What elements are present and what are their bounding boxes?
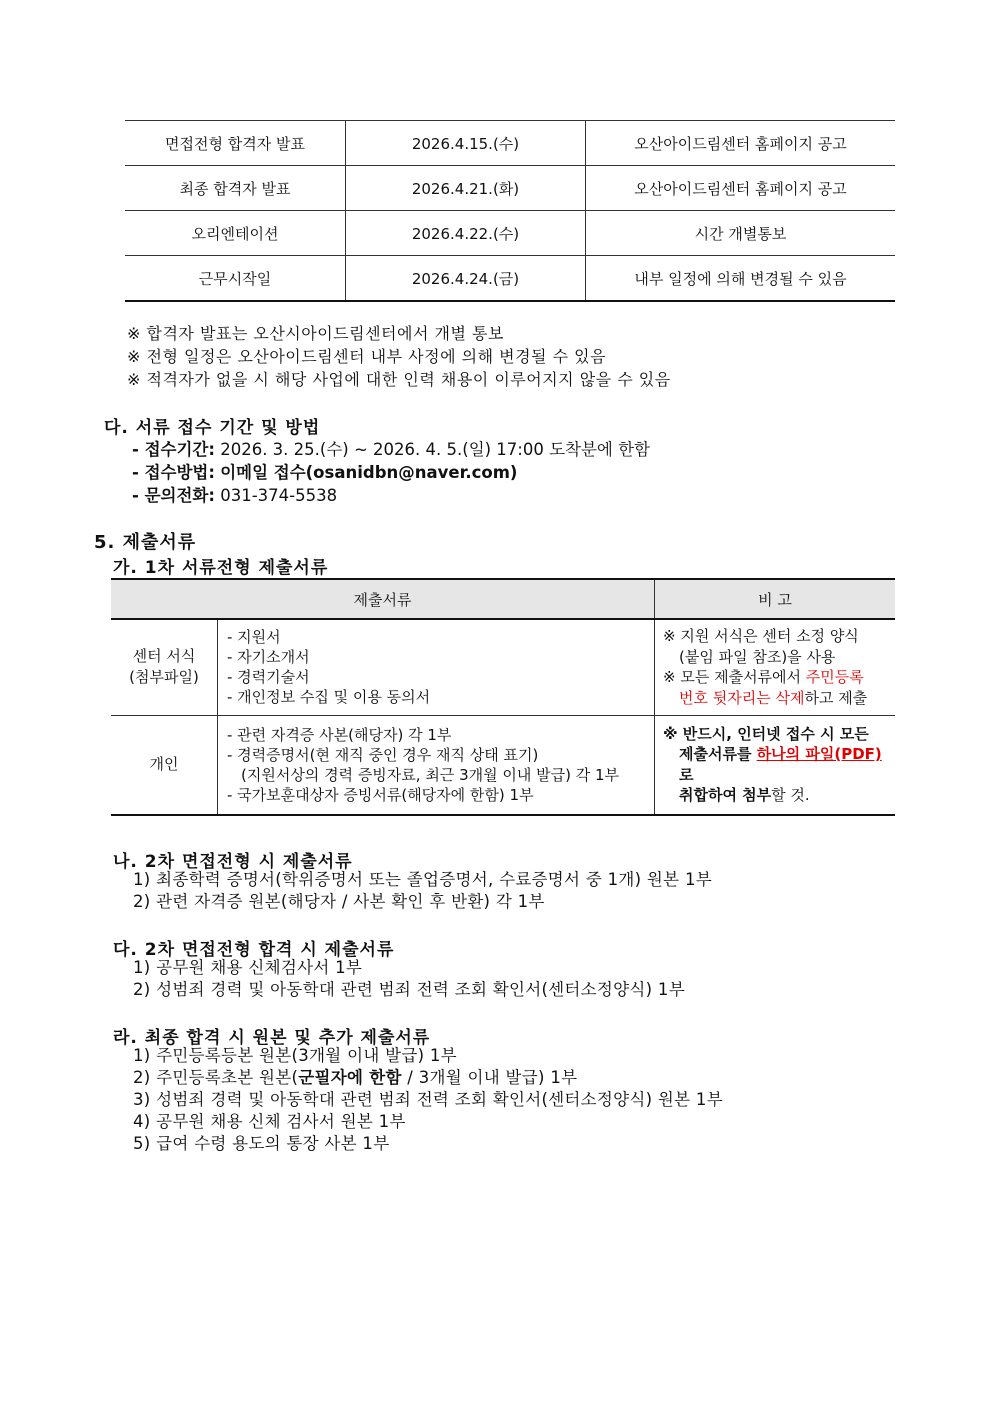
category-line: 센터 서식	[132, 647, 196, 666]
remark-line: (붙임 파일 참조)을 사용	[679, 647, 836, 666]
list-item: - 경력기술서	[227, 668, 310, 687]
schedule-step: 오리엔테이션	[125, 211, 346, 256]
schedule-note: 내부 일정에 의해 변경될 수 있음	[586, 256, 896, 302]
remark-text: 로	[679, 765, 694, 784]
list-item: - 지원서	[227, 628, 281, 647]
category-line: (첨부파일)	[129, 668, 199, 687]
remark-highlight: 번호 뒷자리는 삭제	[679, 688, 805, 707]
remark-line	[663, 667, 895, 688]
remark-line	[663, 785, 895, 806]
list-item: 2) 관련 자격증 원본(해당자 / 사본 확인 후 반환) 각 1부	[133, 892, 545, 911]
subsection-a-title: 가. 1차 서류전형 제출서류	[113, 558, 329, 578]
schedule-date: 2026.4.21.(화)	[346, 166, 586, 211]
schedule-date: 2026.4.24.(금)	[346, 256, 586, 302]
center-form-remark	[655, 619, 896, 715]
schedule-date: 2026.4.22.(수)	[346, 211, 586, 256]
remark-text: 취합하여 첨부	[679, 786, 772, 805]
category-personal: 개인	[111, 715, 218, 815]
remark-text: 하고 제출	[804, 688, 868, 707]
list-text: / 3개월 이내 발급) 1부	[401, 1068, 578, 1087]
remark-line: ※ 반드시, 인터넷 접수 시 모든	[663, 724, 869, 743]
header-remark: 비 고	[655, 579, 896, 619]
reception-heading: 다. 서류 접수 기간 및 방법	[104, 418, 321, 438]
remark-text: 할 것.	[771, 786, 810, 805]
list-text: 2) 주민등록초본 원본(	[133, 1068, 299, 1087]
reception-phone-value: 031-374-5538	[220, 486, 338, 505]
center-form-items	[218, 619, 655, 715]
reception-phone	[132, 484, 337, 507]
remark-line: ※ 지원 서식은 센터 소정 양식	[663, 627, 859, 646]
remark-highlight: 주민등록	[805, 668, 864, 687]
reception-method-value: 이메일 접수(osanidbn@naver.com)	[220, 463, 518, 482]
remark-highlight: 하나의 파일(PDF)	[756, 745, 882, 764]
remark-text: 제출서류를	[679, 745, 757, 764]
schedule-date: 2026.4.15.(수)	[346, 121, 586, 166]
schedule-table	[125, 120, 895, 302]
list-item: 1) 최종학력 증명서(학위증명서 또는 졸업증명서, 수료증명서 중 1개) 원본 1부	[133, 870, 712, 889]
note-no-candidate: ※ 적격자가 없을 시 해당 사업에 대한 인력 채용이 이루어지지 않을 수 있음	[127, 370, 671, 389]
list-item: 1) 공무원 채용 신체검사서 1부	[133, 958, 363, 977]
note-announcement: ※ 합격자 발표는 오산시아이드림센터에서 개별 통보	[127, 324, 504, 343]
list-item: 2) 성범죄 경력 및 아동학대 관련 범죄 전력 조회 확인서(센터소정양식) 1부	[133, 980, 685, 999]
schedule-note: 오산아이드림센터 홈페이지 공고	[586, 166, 896, 211]
remark-text: ※ 모든 제출서류에서	[663, 668, 806, 687]
category-center-form	[111, 619, 218, 715]
list-item: 3) 성범죄 경력 및 아동학대 관련 범죄 전력 조회 확인서(센터소정양식) 원본 1부	[133, 1090, 723, 1109]
note-schedule-change: ※ 전형 일정은 오산아이드림센터 내부 사정에 의해 변경될 수 있음	[127, 347, 607, 366]
schedule-note: 오산아이드림센터 홈페이지 공고	[586, 121, 896, 166]
list-item: 5) 급여 수령 용도의 통장 사본 1부	[133, 1134, 390, 1153]
remark-line	[663, 744, 895, 785]
table-row	[125, 121, 895, 166]
schedule-step: 근무시작일	[125, 256, 346, 302]
reception-period-value: 2026. 3. 25.(수) ~ 2026. 4. 5.(일) 17:00 도착분에 한함	[220, 440, 650, 459]
reception-phone-label: - 문의전화:	[132, 486, 215, 505]
list-item: 1) 주민등록등본 원본(3개월 이내 발급) 1부	[133, 1046, 457, 1065]
schedule-step: 면접전형 합격자 발표	[125, 121, 346, 166]
list-item	[133, 1067, 577, 1089]
schedule-note: 시간 개별통보	[586, 211, 896, 256]
personal-items	[218, 715, 655, 815]
list-item: (지원서상의 경력 증빙자료, 최근 3개월 이내 발급) 각 1부	[241, 765, 619, 784]
header-documents: 제출서류	[111, 579, 655, 619]
remark-line	[663, 688, 895, 709]
list-item: - 국가보훈대상자 증빙서류(해당자에 한함) 1부	[227, 785, 534, 804]
list-item: - 관련 자격증 사본(해당자) 각 1부	[227, 725, 452, 744]
reception-period-label: - 접수기간:	[132, 440, 215, 459]
documents-table	[111, 578, 895, 816]
table-row	[125, 211, 895, 256]
list-text-bold: 군필자에 한함	[298, 1068, 402, 1087]
subsection-c-title: 다. 2차 면접전형 합격 시 제출서류	[113, 940, 395, 960]
schedule-step: 최종 합격자 발표	[125, 166, 346, 211]
list-item: - 경력증명서(현 재직 중인 경우 재직 상태 표기)	[227, 745, 539, 764]
section-title: 5. 제출서류	[94, 532, 197, 553]
personal-remark	[655, 715, 896, 815]
table-row	[125, 166, 895, 211]
list-item: - 자기소개서	[227, 648, 310, 667]
subsection-b-title: 나. 2차 면접전형 시 제출서류	[113, 852, 353, 872]
table-row	[125, 256, 895, 302]
list-item: - 개인정보 수집 및 이용 동의서	[227, 688, 431, 707]
reception-method-label: - 접수방법:	[132, 463, 215, 482]
list-item: 4) 공무원 채용 신체 검사서 원본 1부	[133, 1112, 406, 1131]
subsection-d-title: 라. 최종 합격 시 원본 및 추가 제출서류	[113, 1028, 431, 1048]
table-row	[111, 715, 895, 815]
reception-method	[132, 461, 517, 484]
reception-period	[132, 438, 650, 461]
table-row	[111, 619, 895, 715]
table-header-row	[111, 579, 895, 619]
